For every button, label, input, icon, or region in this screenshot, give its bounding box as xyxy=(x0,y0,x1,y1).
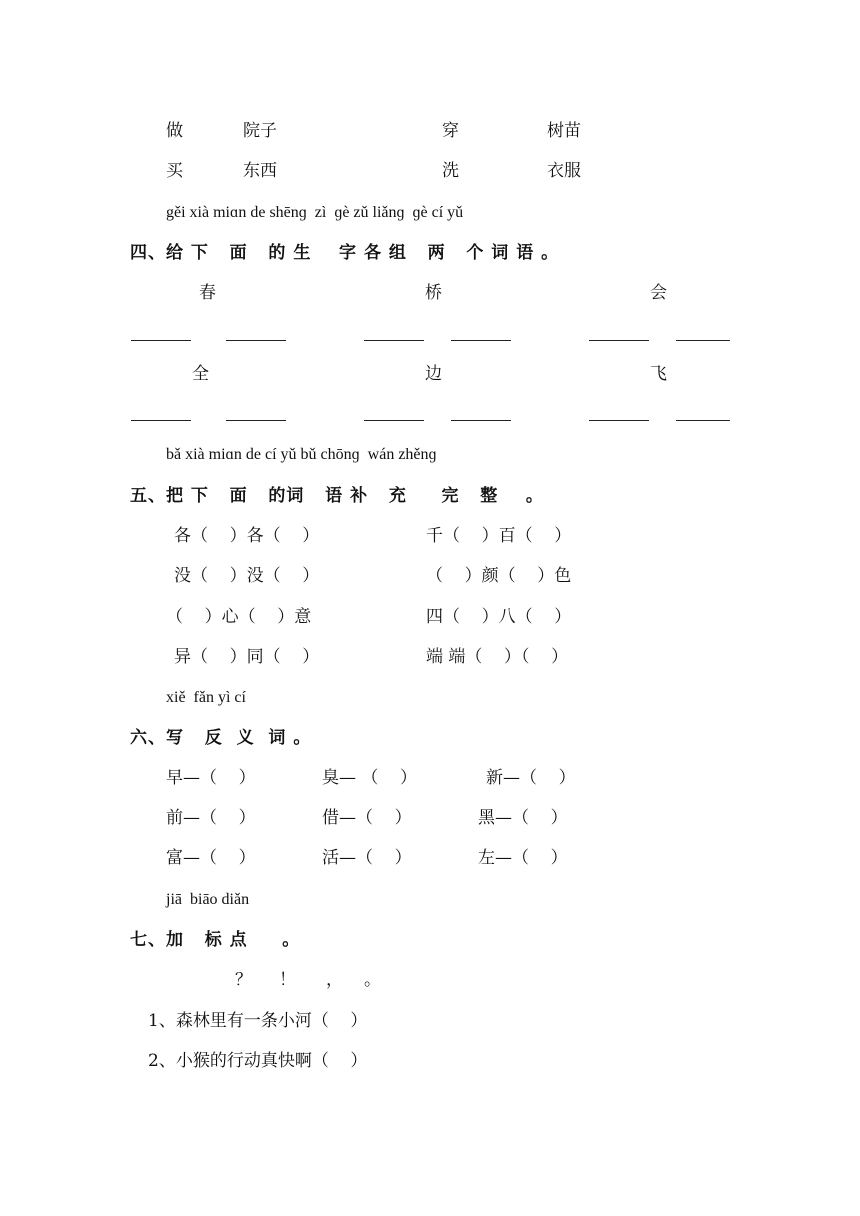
s4-char-5: 边 xyxy=(425,364,442,384)
answer-line[interactable] xyxy=(589,340,649,341)
answer-line[interactable] xyxy=(364,420,424,421)
s5-heading: 五、把 下 面 的词 语 补 充 完 整 。 xyxy=(130,486,544,506)
s6-item: 左—（ ） xyxy=(478,848,568,868)
s7-sentence-2: 2、小猴的行动真快啊（ ） xyxy=(148,1051,368,1071)
answer-line[interactable] xyxy=(676,340,730,341)
s4-char-1: 春 xyxy=(199,283,216,303)
s7-heading: 七、加 标 点 。 xyxy=(130,930,301,950)
s6-item: 新—（ ） xyxy=(486,768,576,788)
answer-line[interactable] xyxy=(676,420,730,421)
s6-item: 臭— （ ） xyxy=(322,768,418,788)
s3-row2-noun2: 衣服 xyxy=(547,161,581,181)
answer-line[interactable] xyxy=(226,340,286,341)
s3-row1-noun1: 院子 xyxy=(243,121,277,141)
s6-item: 活—（ ） xyxy=(322,848,412,868)
s6-item: 早—（ ） xyxy=(166,768,256,788)
s7-sentence-1: 1、森林里有一条小河（ ） xyxy=(148,1011,368,1031)
s4-char-2: 桥 xyxy=(425,283,442,303)
s4-char-3: 会 xyxy=(650,283,667,303)
answer-line[interactable] xyxy=(364,340,424,341)
mark-comma: ， xyxy=(326,970,343,990)
answer-line[interactable] xyxy=(589,420,649,421)
s6-item: 黑—（ ） xyxy=(478,808,568,828)
mark-exclamation: ！ xyxy=(279,970,296,990)
s6-item: 借—（ ） xyxy=(322,808,412,828)
mark-period: 。 xyxy=(364,970,381,990)
answer-line[interactable] xyxy=(451,420,511,421)
s4-char-6: 飞 xyxy=(650,364,667,384)
s4-heading: 四、给 下 面 的 生 字 各 组 两 个 词 语 。 xyxy=(130,243,560,263)
s4-char-4: 全 xyxy=(192,364,209,384)
s3-row1-verb2: 穿 xyxy=(442,121,459,141)
s5-item: 异（ ）同（ ） xyxy=(174,647,320,667)
answer-line[interactable] xyxy=(131,420,191,421)
answer-line[interactable] xyxy=(131,340,191,341)
s5-item: 端 端（ ）（ ） xyxy=(426,647,569,667)
s6-heading: 六、写 反 义 词 。 xyxy=(130,728,312,748)
answer-line[interactable] xyxy=(226,420,286,421)
s5-item: 四（ ）八（ ） xyxy=(426,607,572,627)
s3-row2-verb2: 洗 xyxy=(442,161,459,181)
s6-item: 富—（ ） xyxy=(166,848,256,868)
s5-item: 千（ ）百（ ） xyxy=(426,526,572,546)
mark-question: ？ xyxy=(235,970,252,990)
s3-row2-verb1: 买 xyxy=(166,161,183,181)
s5-item: 各（ ）各（ ） xyxy=(174,526,320,546)
s5-pinyin: bǎ xià miɑn de cí yǔ bǔ chōnɡ wán zhěnɡ xyxy=(166,446,437,463)
s5-item: （ ）颜（ ）色 xyxy=(426,566,572,586)
s5-item: 没（ ）没（ ） xyxy=(174,566,320,586)
s4-pinyin: gěi xià miɑn de shēnɡ zì ɡè zǔ liǎnɡ ɡè cí yǔ xyxy=(166,204,464,221)
s5-item: （ ）心（ ）意 xyxy=(166,607,312,627)
s6-item: 前—（ ） xyxy=(166,808,256,828)
s7-pinyin: jiā biāo diǎn xyxy=(166,891,250,908)
s3-row2-noun1: 东西 xyxy=(243,161,277,181)
answer-line[interactable] xyxy=(451,340,511,341)
s3-row1-noun2: 树苗 xyxy=(547,121,581,141)
s6-pinyin: xiě fǎn yì cí xyxy=(166,689,246,706)
s3-row1-verb1: 做 xyxy=(166,121,183,141)
